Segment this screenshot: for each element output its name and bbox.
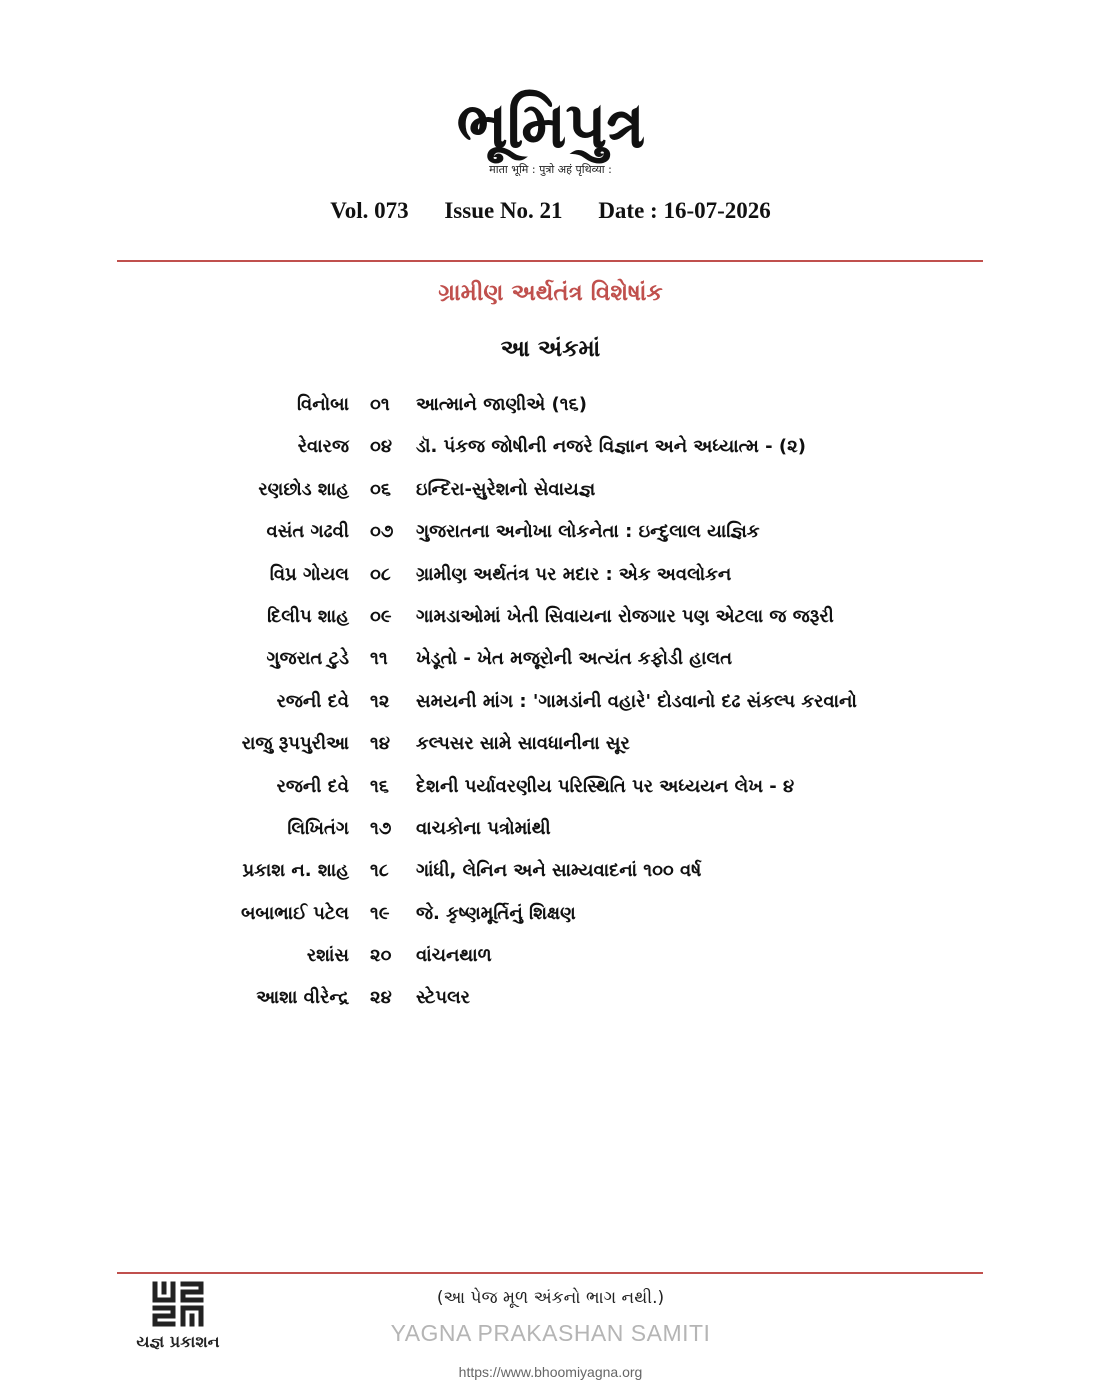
toc-article-title: વાંચનથાળ [416, 945, 492, 967]
toc-article-title: વાચકોના પત્રોમાંથી [416, 817, 551, 839]
toc-page-number: ૧૮ [370, 860, 389, 882]
toc-article-title: સ્ટેપલર [416, 987, 470, 1009]
toc-row [0, 814, 1101, 856]
toc-page-number: ૦૭ [370, 521, 394, 543]
toc-page-number: ૧૪ [370, 733, 390, 755]
masthead [0, 88, 1101, 177]
toc-row [0, 941, 1101, 983]
toc-row [0, 475, 1101, 517]
toc-author: ગુજરાત ટુડે [266, 648, 349, 670]
toc-author: બબાભાઈ પટેલ [240, 902, 349, 924]
toc-row [0, 644, 1101, 686]
contents-heading: આ અંકમાં [500, 336, 601, 362]
toc-page-number: ૧૭ [370, 817, 392, 839]
magazine-tagline: माता भूमि : पुत्रो अहं पृथिव्या : [489, 163, 612, 176]
toc-page-number: ૦૯ [370, 605, 392, 627]
toc-page-number: ૨૪ [370, 987, 392, 1009]
toc-article-title: ખેડૂતો - ખેત મજૂરોની અત્યંત કફોડી હાલત [416, 648, 733, 670]
toc-author: વસંત ગઢવી [266, 521, 349, 543]
toc-page-number: ૧૬ [370, 775, 389, 797]
toc-page-number: ૦૧ [370, 394, 390, 415]
toc-author: દિલીપ શાહ [267, 605, 349, 627]
toc-page-number: ૦૪ [370, 436, 392, 458]
footer-website-link[interactable]: https://www.bhoomiyagna.org [458, 1364, 643, 1380]
toc-row [0, 687, 1101, 729]
toc-article-title: ગુજરાતના અનોખા લોકનેતા : ઇન્દુલાલ યાજ્ઞિક [416, 521, 760, 543]
toc-article-title: ગામડાઓમાં ખેતી સિવાયના રોજગાર પણ એટલા જ જરૂરી [416, 605, 834, 627]
table-of-contents [0, 390, 1101, 1026]
toc-author: વિનોબા [296, 394, 349, 415]
toc-row [0, 517, 1101, 559]
toc-page-number: ૦૮ [370, 563, 391, 585]
toc-row [0, 602, 1101, 644]
toc-author: રેવારજ [297, 436, 349, 458]
toc-author: વિપ્ર ગોયલ [269, 563, 349, 585]
footer-note: (આ પેજ મૂળ અંકનો ભાગ નથી.) [436, 1288, 665, 1308]
toc-author: લિખિતંગ [287, 817, 349, 839]
toc-page-number: ૧૧ [370, 648, 388, 670]
toc-row [0, 390, 1101, 432]
issue-info [0, 198, 1101, 224]
toc-row [0, 899, 1101, 941]
special-issue-title: ગ્રામીણ અર્થતંત્ર વિશેષાંક [438, 280, 663, 306]
toc-article-title: ગ્રામીણ અર્થતંત્ર પર મદાર : એક અવલોકન [416, 563, 732, 585]
toc-author: રશાંસ [306, 945, 349, 967]
toc-row [0, 983, 1101, 1025]
toc-article-title: આત્માને જાણીએ (૧૬) [416, 394, 587, 415]
toc-article-title: જે. કૃષ્ણમૂર્તિનું શિક્ષણ [416, 902, 576, 924]
toc-article-title: દેશની પર્યાવરણીય પરિસ્થિતિ પર અધ્યયન લેખ - ૪ [416, 775, 795, 797]
toc-row [0, 729, 1101, 771]
publisher-name: યજ્ઞ પ્રકાશન [136, 1332, 220, 1351]
toc-page-number: ૦૬ [370, 478, 391, 500]
toc-author: આશા વીરેન્દ્ર [256, 987, 349, 1009]
toc-author: રણછોડ શાહ [258, 478, 349, 500]
toc-article-title: સમયની માંગ : 'ગામડાંની વહારે' દોડવાનો દઢ સંકલ્પ કરવાનો [416, 690, 857, 712]
toc-author: પ્રકાશ ન. શાહ [242, 860, 349, 882]
toc-article-title: ગાંધી, લેનિન અને સામ્યવાદનાં ૧૦૦ વર્ષ [416, 860, 702, 882]
toc-author: રજની દવે [276, 690, 349, 712]
toc-row [0, 560, 1101, 602]
bottom-divider [117, 1272, 983, 1274]
toc-row [0, 856, 1101, 898]
volume-number: Vol. 073 [330, 198, 409, 223]
issue-date: Date : 16-07-2026 [598, 198, 771, 223]
toc-author: રજની દવે [276, 775, 349, 797]
toc-article-title: ઇન્દિરા-સુરેશનો સેવાયજ્ઞ [416, 478, 596, 500]
toc-row [0, 432, 1101, 474]
toc-article-title: કલ્પસર સામે સાવધાનીના સૂર [416, 733, 630, 755]
toc-page-number: ૧૨ [370, 690, 390, 712]
footer-organization: YAGNA PRAKASHAN SAMITI [390, 1320, 711, 1346]
magazine-logo: ભૂમિપુત્ર [456, 88, 645, 163]
toc-page-number: ૨૦ [370, 945, 392, 967]
top-divider [117, 260, 983, 262]
toc-page-number: ૧૯ [370, 902, 390, 924]
toc-author: રાજુ રૂપપુરીઆ [241, 733, 349, 755]
toc-article-title: ડૉ. પંકજ જોષીની નજરે વિજ્ઞાન અને અધ્યાત્મ - (૨) [416, 436, 806, 458]
toc-row [0, 772, 1101, 814]
issue-number: Issue No. 21 [444, 198, 563, 223]
